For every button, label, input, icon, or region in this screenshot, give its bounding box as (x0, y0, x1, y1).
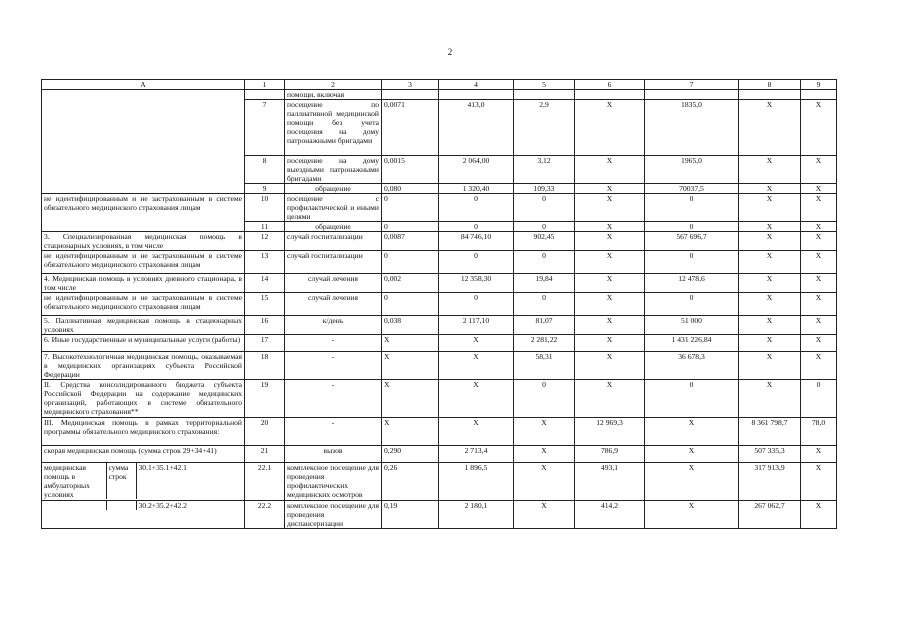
row-label: 4. Медицинская помощь в условиях дневного стационара, в том числе (42, 274, 245, 293)
row-label: не идентифицированным и не застрахованным в системе обязательного медицинского страхования лицам (42, 293, 245, 316)
value-cell: 413,0 (439, 100, 514, 156)
value-cell: 51 000 (645, 316, 739, 335)
column-header: 6 (575, 80, 645, 90)
value-cell: Х (575, 251, 645, 274)
value-cell: 0 (514, 194, 575, 222)
table-row (42, 194, 837, 222)
value-cell: 12 478,6 (645, 274, 739, 293)
row-number: 13 (245, 251, 285, 274)
category-label: медицинская помощь в амбулаторных условиях (42, 463, 106, 499)
row-number: 15 (245, 293, 285, 316)
table-row (42, 335, 837, 352)
unit-cell: посещение с профилактической и иными целями (285, 194, 382, 222)
value-cell: 0 (382, 222, 439, 232)
value-cell: Х (739, 194, 801, 222)
value-cell: 0 (645, 194, 739, 222)
column-header: 9 (801, 80, 837, 90)
value-cell: Х (514, 418, 575, 446)
column-header: 8 (739, 80, 801, 90)
row-label (42, 463, 245, 501)
value-cell: Х (645, 418, 739, 446)
unit-cell: случай лечения (285, 293, 382, 316)
value-cell: Х (382, 380, 439, 418)
value-cell: Х (739, 380, 801, 418)
value-cell: Х (645, 463, 739, 501)
value-cell: 70037,5 (645, 184, 739, 194)
value-cell: 58,31 (514, 352, 575, 380)
value-cell: 2 713,4 (439, 446, 514, 463)
value-cell: 0 (439, 194, 514, 222)
value-cell: Х (801, 352, 837, 380)
value-cell: Х (739, 156, 801, 184)
header-row (42, 80, 837, 90)
value-cell: Х (575, 100, 645, 156)
row-label: 3. Специализированная медицинская помощь в стационарных условиях, в том числе (42, 232, 245, 251)
value-cell: 0 (439, 251, 514, 274)
value-cell: 0,290 (382, 446, 439, 463)
column-header: 2 (285, 80, 382, 90)
value-cell: 36 678,3 (645, 352, 739, 380)
row-label: 6. Иные государственные и муниципальные услуги (работы) (42, 335, 245, 352)
value-cell: 0 (514, 293, 575, 316)
value-cell: Х (739, 251, 801, 274)
value-cell: Х (514, 463, 575, 501)
value-cell: Х (382, 418, 439, 446)
value-cell: Х (645, 446, 739, 463)
value-cell: Х (801, 501, 837, 529)
value-cell: Х (439, 335, 514, 352)
value-cell: Х (739, 184, 801, 194)
row-number: 8 (245, 156, 285, 184)
value-cell: 0 (801, 380, 837, 418)
value-cell: Х (739, 100, 801, 156)
column-header: А (42, 80, 245, 90)
column-header: 1 (245, 80, 285, 90)
value-cell: Х (739, 335, 801, 352)
value-cell: 2,9 (514, 100, 575, 156)
value-cell: Х (575, 232, 645, 251)
value-cell: Х (739, 316, 801, 335)
row-label: II. Средства консолидированного бюджета субъекта Российской Федерации на содержание медицинских организаций, работающих в системе обязательного медицинского страхования** (42, 380, 245, 418)
value-cell: 0 (645, 222, 739, 232)
row-number: 22.1 (245, 463, 285, 501)
unit-cell: случай лечения (285, 274, 382, 293)
value-cell: 0 (382, 293, 439, 316)
row-number: 22.2 (245, 501, 285, 529)
value-cell: Х (439, 418, 514, 446)
value-cell: 0,002 (382, 274, 439, 293)
value-cell: Х (739, 352, 801, 380)
value-cell (514, 90, 575, 100)
column-header: 4 (439, 80, 514, 90)
value-cell: Х (801, 446, 837, 463)
row-label: 7. Высокотехнологичная медицинская помощь, оказываемая в медицинских организациях субъекта Российской Федерации (42, 352, 245, 380)
value-cell: Х (382, 335, 439, 352)
value-cell: 2 180,1 (439, 501, 514, 529)
table-row (42, 222, 837, 232)
value-cell: 0,19 (382, 501, 439, 529)
value-cell: 0 (382, 251, 439, 274)
value-cell: 78,0 (801, 418, 837, 446)
value-cell: 317 913,9 (739, 463, 801, 501)
row-number: 17 (245, 335, 285, 352)
value-cell: Х (439, 352, 514, 380)
value-cell: 2 117,10 (439, 316, 514, 335)
value-cell: 0 (514, 222, 575, 232)
value-cell: 0,080 (382, 184, 439, 194)
value-cell: 2 064,00 (439, 156, 514, 184)
value-cell: Х (801, 251, 837, 274)
value-cell: 0,0087 (382, 232, 439, 251)
value-cell: Х (439, 380, 514, 418)
value-cell: 0 (382, 194, 439, 222)
unit-cell: - (285, 335, 382, 352)
value-cell: 567 696,7 (645, 232, 739, 251)
table-row (42, 274, 837, 293)
value-cell: Х (801, 274, 837, 293)
value-cell: 2 281,22 (514, 335, 575, 352)
value-cell (801, 90, 837, 100)
value-cell: Х (801, 463, 837, 501)
table-row (42, 418, 837, 446)
sum-label: сумма строк (106, 463, 136, 499)
unit-cell: случай госпитализации (285, 232, 382, 251)
value-cell: Х (575, 316, 645, 335)
value-cell: 0 (514, 251, 575, 274)
value-cell: 0 (645, 293, 739, 316)
row-label: скорая медицинская помощь (сумма строк 29+34+41) (42, 446, 245, 463)
value-cell: Х (382, 352, 439, 380)
value-cell: Х (801, 335, 837, 352)
row-number (245, 90, 285, 100)
table-row (42, 156, 837, 184)
table-row (42, 90, 837, 100)
value-cell: Х (801, 316, 837, 335)
row-number: 10 (245, 194, 285, 222)
value-cell (575, 90, 645, 100)
value-cell: Х (801, 100, 837, 156)
value-cell: Х (514, 501, 575, 529)
value-cell: Х (575, 335, 645, 352)
value-cell: 1965,0 (645, 156, 739, 184)
value-cell: 19,84 (514, 274, 575, 293)
value-cell: Х (645, 501, 739, 529)
row-label (42, 222, 245, 232)
value-cell: Х (801, 184, 837, 194)
value-cell: 0 (514, 380, 575, 418)
column-header: 3 (382, 80, 439, 90)
row-number: 21 (245, 446, 285, 463)
value-cell: Х (801, 293, 837, 316)
table-row (42, 352, 837, 380)
table-row (42, 293, 837, 316)
value-cell: Х (801, 222, 837, 232)
table-row (42, 184, 837, 194)
value-cell: 109,33 (514, 184, 575, 194)
value-cell: 12 969,3 (575, 418, 645, 446)
value-cell: Х (739, 222, 801, 232)
row-label: не идентифицированным и не застрахованным в системе обязательного медицинского страхования лицам (42, 251, 245, 274)
table-row (42, 380, 837, 418)
value-cell: 0 (645, 380, 739, 418)
table-row (42, 100, 837, 156)
table-row (42, 316, 837, 335)
row-label (42, 100, 245, 156)
row-label: III. Медицинская помощь в рамках территориальной программы обязательного медицинского страхования: (42, 418, 245, 446)
value-cell: 84 746,10 (439, 232, 514, 251)
value-cell: 493,1 (575, 463, 645, 501)
value-cell: 0,26 (382, 463, 439, 501)
value-cell: 0 (439, 293, 514, 316)
row-number: 20 (245, 418, 285, 446)
unit-cell: посещение на дому выездными патронажными бригадами (285, 156, 382, 184)
column-header: 7 (645, 80, 739, 90)
row-label (42, 156, 245, 184)
value-cell: Х (575, 352, 645, 380)
unit-cell: комплексное посещение для проведения диспансеризации (285, 501, 382, 529)
value-cell (645, 90, 739, 100)
value-cell: 902,45 (514, 232, 575, 251)
value-cell: 0,0071 (382, 100, 439, 156)
data-table (41, 79, 837, 529)
value-cell: Х (575, 274, 645, 293)
row-formula: 30.2+35.2+42.2 (138, 501, 187, 510)
unit-cell: обращение (285, 222, 382, 232)
row-number: 19 (245, 380, 285, 418)
row-number: 11 (245, 222, 285, 232)
value-cell: 507 335,3 (739, 446, 801, 463)
value-cell: 0,0015 (382, 156, 439, 184)
value-cell: 414,2 (575, 501, 645, 529)
row-number: 9 (245, 184, 285, 194)
value-cell: 0 (645, 251, 739, 274)
value-cell: 81,07 (514, 316, 575, 335)
value-cell: Х (575, 156, 645, 184)
row-label (42, 90, 245, 100)
value-cell: 267 062,7 (739, 501, 801, 529)
unit-cell: - (285, 418, 382, 446)
unit-cell: - (285, 352, 382, 380)
value-cell: 0 (439, 222, 514, 232)
value-cell: 1835,0 (645, 100, 739, 156)
table-row (42, 501, 837, 529)
row-number: 7 (245, 100, 285, 156)
row-formula: 30.1+35.1+42.1 (138, 463, 187, 472)
value-cell (439, 90, 514, 100)
value-cell: 12 358,30 (439, 274, 514, 293)
row-label: не идентифицированным и не застрахованным в системе обязательного медицинского страхования лицам (42, 194, 245, 222)
value-cell (739, 90, 801, 100)
row-number: 16 (245, 316, 285, 335)
value-cell (382, 90, 439, 100)
value-cell: Х (739, 274, 801, 293)
value-cell: 1 896,5 (439, 463, 514, 501)
value-cell: Х (575, 222, 645, 232)
unit-cell: к/день (285, 316, 382, 335)
column-header: 5 (514, 80, 575, 90)
value-cell: Х (575, 293, 645, 316)
row-label (42, 501, 245, 529)
value-cell: Х (801, 194, 837, 222)
value-cell: Х (575, 194, 645, 222)
value-cell: 1 431 226,84 (645, 335, 739, 352)
row-number: 14 (245, 274, 285, 293)
unit-cell: вызов (285, 446, 382, 463)
page-number: 2 (447, 47, 453, 57)
value-cell: 786,9 (575, 446, 645, 463)
value-cell: Х (575, 184, 645, 194)
value-cell: Х (514, 446, 575, 463)
table-row (42, 463, 837, 501)
row-label: 5. Паллиативная медицинская помощь в стационарных условиях (42, 316, 245, 335)
value-cell: Х (739, 293, 801, 316)
value-cell: 8 361 798,7 (739, 418, 801, 446)
row-number: 18 (245, 352, 285, 380)
row-label (42, 184, 245, 194)
unit-cell: - (285, 380, 382, 418)
value-cell: 1 320,40 (439, 184, 514, 194)
unit-cell: помощи, включая (285, 90, 382, 100)
value-cell: Х (801, 156, 837, 184)
unit-cell: случай госпитализации (285, 251, 382, 274)
table-row (42, 251, 837, 274)
value-cell: Х (801, 232, 837, 251)
table-row (42, 232, 837, 251)
table-row (42, 446, 837, 463)
unit-cell: посещение по паллиативной медицинской помощи без учета посещения на дому патронажными бригадами (285, 100, 382, 156)
unit-cell: обращение (285, 184, 382, 194)
value-cell: Х (575, 380, 645, 418)
unit-cell: комплексное посещение для проведения профилактических медицинских осмотров (285, 463, 382, 501)
row-number: 12 (245, 232, 285, 251)
value-cell: 0,038 (382, 316, 439, 335)
value-cell: 3,12 (514, 156, 575, 184)
value-cell: Х (739, 232, 801, 251)
